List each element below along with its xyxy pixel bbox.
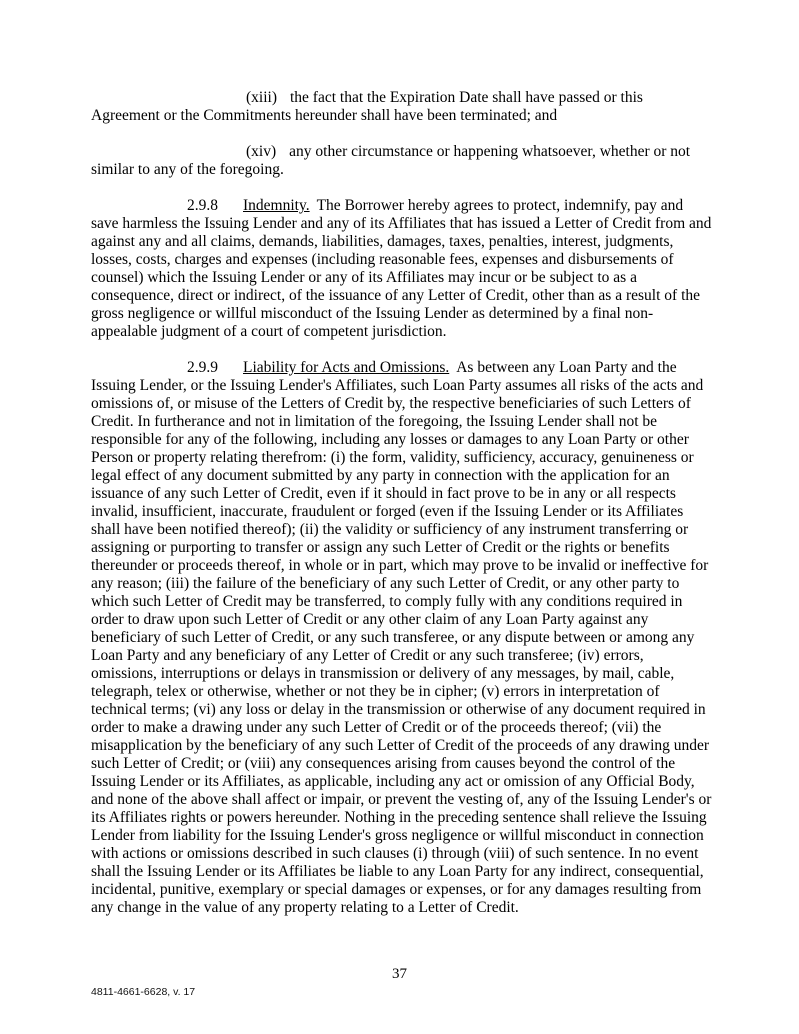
section-2-9-8-number: 2.9.8	[187, 197, 218, 214]
section-2-9-8-heading: Indemnity.	[243, 197, 310, 214]
clause-xiv-paragraph	[91, 143, 712, 179]
section-2-9-9-heading: Liability for Acts and Omissions.	[243, 359, 450, 376]
page-number: 37	[392, 966, 407, 982]
section-2-9-9-number: 2.9.9	[187, 359, 218, 376]
clause-xiv-marker: (xiv)	[246, 143, 277, 160]
section-2-9-9-text: As between any Loan Party and the Issuing Lender, or the Issuing Lender's Affiliates, such Loan Party assumes all risks of the acts and omissions of, or misuse of the Letters of Credit by, the respective beneficiaries of such Letters of Credit. In furtherance and not in limitation of the foregoing, the Issuing Lender shall not be responsible for any of the following, including any losses or damages to any Loan Party or other Person or property relating therefrom: (i) the form, validity, sufficiency, accuracy, genuineness or legal effect of any document submitted by any party in connection with the application for an issuance of any such Letter of Credit, even if it should in fact prove to be in any or all respects invalid, insufficient, inaccurate, fraudulent or forged (even if the Issuing Lender or its Affiliates shall have been notified thereof); (ii) the validity or sufficiency of any instrument transferring or assigning or purporting to transfer or assign any such Letter of Credit or the rights or benefits thereunder or proceeds thereof, in whole or in part, which may prove to be invalid or ineffective for any reason; (iii) the failure of the beneficiary of any such Letter of Credit, or any other party to which such Letter of Credit may be transferred, to comply fully with any conditions required in order to draw upon such Letter of Credit or any other claim of any Loan Party against any beneficiary of such Letter of Credit, or any such transferee, or any dispute between or among any Loan Party and any beneficiary of any Letter of Credit or any such transferee; (iv) errors, omissions, interruptions or delays in transmission or delivery of any messages, by mail, cable, telegraph, telex or otherwise, whether or not they be in cipher; (v) errors in interpretation of technical terms; (vi) any loss or delay in the transmission or otherwise of any document required in order to make a drawing under any such Letter of Credit or of the proceeds thereof; (vii) the misapplication by the beneficiary of any such Letter of Credit of the proceeds of any drawing under such Letter of Credit; or (viii) any consequences arising from causes beyond the control of the Issuing Lender or its Affiliates, as applicable, including any act or omission of any Official Body, and none of the above shall affect or impair, or prevent the vesting of, any of the Issuing Lender's or its Affiliates rights or powers hereunder. Nothing in the preceding sentence shall relieve the Issuing Lender from liability for the Issuing Lender's gross negligence or willful misconduct in connection with actions or omissions described in such clauses (i) through (viii) of such sentence. In no event shall the Issuing Lender or its Affiliates be liable to any Loan Party for any indirect, consequential, incidental, punitive, exemplary or special damages or expenses, or for any damages resulting from any change in the value of any property relating to a Letter of Credit.	[91, 359, 712, 916]
section-2-9-8-text: The Borrower hereby agrees to protect, indemnify, pay and save harmless the Issuing Lender and any of its Affiliates that has issued a Letter of Credit from and against any and all claims, demands, liabilities, damages, taxes, penalties, interest, judgments, losses, costs, charges and expenses (including reasonable fees, expenses and disbursements of counsel) which the Issuing Lender or any of its Affiliates may incur or be subject to as a consequence, direct or indirect, of the issuance of any Letter of Credit, other than as a result of the gross negligence or willful misconduct of the Issuing Lender as determined by a final non-appealable judgment of a court of competent jurisdiction.	[91, 197, 712, 340]
section-2-9-8-paragraph	[91, 197, 712, 341]
clause-xiii-paragraph	[91, 89, 712, 125]
clause-xiii-text: the fact that the Expiration Date shall have passed or this Agreement or the Commitments hereunder shall have been terminated; and	[91, 89, 643, 124]
document-id-footer: 4811-4661-6628, v. 17	[91, 986, 196, 998]
document-body	[91, 89, 712, 917]
section-2-9-9-paragraph	[91, 359, 712, 917]
clause-xiii-marker: (xiii)	[246, 89, 277, 106]
clause-xiv-text: any other circumstance or happening whatsoever, whether or not similar to any of the foregoing.	[91, 143, 691, 178]
